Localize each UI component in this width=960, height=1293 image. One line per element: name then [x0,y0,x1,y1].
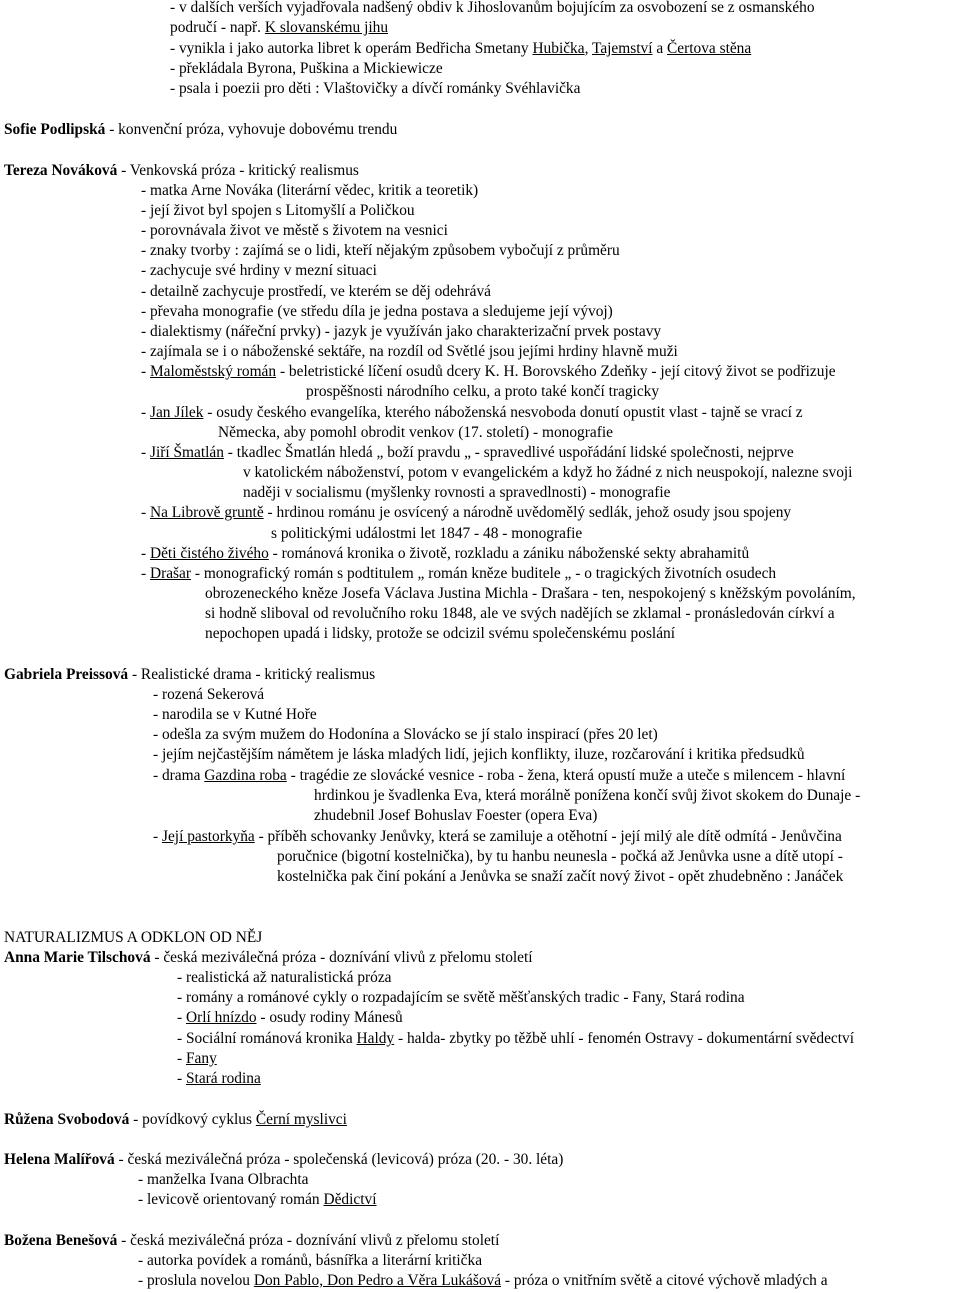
text-line: - autorka povídek a románů, básnířka a literární kritička [138,1252,483,1269]
text-line: - jejím nejčastějším námětem je láska mladých lidí, jejich konflikty, iluze, rozčarování i kritika předsudků [153,746,805,763]
text-line: - zachycuje své hrdiny v mezní situaci [141,262,377,279]
author-entry [4,1110,347,1130]
author-entry [4,120,397,140]
text-line [141,503,791,523]
author-name: Anna Marie Tilschová [4,949,151,966]
text-line: obrozeneckého kněze Josefa Václava Justina Michla - Drašara - ten, nespokojený s kněžským povoláním, [205,585,856,602]
text-line [141,403,803,423]
text-line: - psala i poezii pro děti : Vlaštovičky a dívčí románky Svéhlavička [170,80,581,97]
text-segment: - románová kronika o životě, rozkladu a zániku náboženské sekty abrahamitů [268,545,750,562]
text-line: si hodně sliboval od revolučního roku 1848, ale ve svých nadějích se zklamal - pronásledován církví a [205,605,835,622]
author-entry [4,161,359,181]
text-segment: - konvenční próza, vyhovuje dobovému trendu [105,121,398,138]
text-segment: - [141,545,150,562]
work-title-link[interactable]: Čertova stěna [667,40,752,57]
text-segment: - [177,1009,186,1026]
work-title-link[interactable]: Černí myslivci [255,1111,347,1128]
text-line: Německa, aby pomohl obrodit venkov (17. století) - monografie [218,424,613,441]
work-title-link[interactable]: Fany [185,1050,217,1067]
text-segment: - monografický román s podtitulem „ román kněze buditele „ - o tragických životních osudech [191,565,777,582]
author-name: Gabriela Preissová [4,666,129,683]
work-title-link[interactable]: Drašar [149,565,192,582]
author-name: Božena Benešová [4,1232,118,1249]
text-segment: - Sociální románová kronika [177,1030,357,1047]
section-heading: NATURALIZMUS A ODKLON OD NĚJ [4,929,263,946]
text-segment: - drama [153,767,205,784]
text-line: - narodila se v Kutné Hoře [153,706,317,723]
author-entry [4,948,533,968]
work-title-link[interactable]: Don Pablo, Don Pedro a Věra Lukášová [253,1272,502,1289]
text-line: - detailně zachycuje prostředí, ve kterém se děj odehrává [141,283,491,300]
text-line: - převaha monografie (ve středu díla je jedna postava a sledujeme její vývoj) [141,303,613,320]
text-segment: - [141,565,150,582]
text-line: - její život byl spojen s Litomyšlí a Poličkou [141,202,415,219]
text-line: naději v socialismu (myšlenky rovnosti a spravedlnosti) - monografie [243,484,671,501]
text-line: - porovnávala život ve městě s životem na vesnici [141,222,448,239]
text-segment: - Venkovská próza - kritický realismus [117,162,359,179]
text-line: poručnice (bigotní kostelnička), by tu hanbu neunesla - počká až Jenůvka usne a dítě utopí - [277,848,843,865]
text-segment: - tragédie ze slovácké vesnice - roba - žena, která opustí muže a uteče s milencem - hlavní [286,767,846,784]
work-title-link[interactable]: Gazdina roba [204,767,287,784]
text-line: hrdinkou je švadlenka Eva, která morálně ponížena končí svůj život skokem do Dunaje - [314,787,861,804]
text-line: v katolickém náboženství, potom v evangelickém a když ho žádné z nich neuspokojí, nalezne svoji [243,464,853,481]
text-line [141,544,749,564]
work-title-link[interactable]: Děti čistého živého [149,545,269,562]
text-segment: - proslula novelou [138,1272,254,1289]
text-segment: - Realistické drama - kritický realismus [128,666,376,683]
text-line [153,766,845,786]
author-name: Sofie Podlipská [4,121,106,138]
text-segment: - osudy českého evangelíka, kterého náboženská nesvoboda donutí opustit vlast - tajně se vrací z [203,404,803,421]
work-title-link[interactable]: K slovanskému jihu [264,19,389,36]
text-line [177,1049,217,1069]
text-line [138,1271,828,1291]
text-line [170,18,388,38]
text-segment: - příběh schovanky Jenůvky, která se zamiluje a otěhotní - její milý ale dítě odmítá - Jenůvčina [254,828,842,845]
work-title-link[interactable]: Haldy [356,1030,395,1047]
text-segment: - tkadlec Šmatlán hledá „ boží pravdu „ - spravedlivé uspořádání lidské společnosti, nejprve [223,444,794,461]
text-segment: - [141,504,150,521]
work-title-link[interactable]: Tajemství [592,40,653,57]
text-line: - dialektismy (nářeční prvky) - jazyk je využíván jako charakterizační prvek postavy [141,323,662,340]
text-line: - romány a románové cykly o rozpadajícím se světě měšťanských tradic - Fany, Stará rodina [177,989,745,1006]
text-line: - realistická až naturalistická próza [177,969,392,986]
text-segment: - [141,404,150,421]
text-line [170,39,751,59]
text-line: - odešla za svým mužem do Hodonína a Slovácko se jí stalo inspirací (přes 20 let) [153,726,658,743]
work-title-link[interactable]: Jan Jílek [149,404,204,421]
text-line: - manželka Ivana Olbrachta [138,1171,309,1188]
text-line: - matka Arne Nováka (literární vědec, kritik a teoretik) [141,182,479,199]
work-title-link[interactable]: Maloměstský román [149,363,277,380]
text-segment: - vynikla i jako autorka libret k operám Bedřicha Smetany [170,40,533,57]
text-segment: , [584,40,592,57]
text-segment: - česká meziválečná próza - doznívání vlivů z přelomu století [117,1232,500,1249]
text-line: - znaky tvorby : zajímá se o lidi, kteří nějakým způsobem vybočují z průměru [141,242,620,259]
text-line [141,443,794,463]
text-line [177,1029,854,1049]
text-segment: - hrdinou románu je osvícený a národně uvědomělý sedlák, jehož osudy jsou spojeny [263,504,792,521]
text-segment: - česká meziválečná próza - doznívání vlivů z přelomu století [150,949,533,966]
work-title-link[interactable]: Stará rodina [185,1070,261,1087]
text-segment: - [177,1070,186,1087]
text-segment: - halda- zbytky po těžbě uhlí - fenomén Ostravy - dokumentární svědectví [394,1030,855,1047]
author-name: Helena Malířová [4,1151,115,1168]
text-line: s politickými událostmi let 1847 - 48 - monografie [271,525,583,542]
text-segment: - beletristické líčení osudů dcery K. H. Borovského Zdeňky - její citový život se podřizuje [276,363,836,380]
text-line [177,1008,403,1028]
text-segment: - [153,828,162,845]
text-segment: - [141,444,150,461]
author-name: Tereza Nováková [4,162,118,179]
text-line [177,1069,261,1089]
text-line: - zajímala se i o náboženské sektáře, na rozdíl od Světlé jsou jejími hrdiny hlavně muži [141,343,678,360]
work-title-link[interactable]: Na Librově gruntě [149,504,264,521]
text-segment: - [141,363,150,380]
text-segment: - povídkový cyklus [129,1111,256,1128]
text-line: - rozená Sekerová [153,686,265,703]
text-segment: - levicově orientovaný román [138,1191,324,1208]
text-line: - v dalších verších vyjadřovala nadšený obdiv k Jihoslovanům bojujícím za osvobození se z osmanského [170,0,815,16]
text-segment: a [652,40,668,57]
work-title-link[interactable]: Dědictví [323,1191,377,1208]
author-entry [4,1231,499,1251]
work-title-link[interactable]: Její pastorkyňa [161,828,255,845]
work-title-link[interactable]: Orlí hnízdo [185,1009,257,1026]
text-segment: - česká meziválečná próza - společenská (levicová) próza (20. - 30. léta) [114,1151,564,1168]
work-title-link[interactable]: Jiří Šmatlán [149,444,224,461]
text-line: nepochopen upadá i lidsky, protože se odcizil svému společenskému poslání [205,625,676,642]
author-name: Růžena Svobodová [4,1111,130,1128]
text-line [141,564,776,584]
text-line [138,1190,376,1210]
text-segment: - osudy rodiny Mánesů [256,1009,403,1026]
text-line [153,827,842,847]
work-title-link[interactable]: Hubička [532,40,585,57]
text-segment: - [177,1050,186,1067]
text-segment: područí - např. [170,19,265,36]
author-entry [4,1150,563,1170]
text-line: - překládala Byrona, Puškina a Mickiewicze [170,60,443,77]
text-segment: - próza o vnitřním světě a citové výchově mladých a [501,1272,828,1289]
text-line: kostelnička pak činí pokání a Jenůvka se snaží začít nový život - opět zhudebněno : Janáček [277,868,844,885]
author-entry [4,665,375,685]
text-line [141,362,836,382]
text-line: zhudebnil Josef Bohuslav Foester (opera Eva) [314,807,598,824]
text-line: prospěšnosti národního celku, a proto také končí tragicky [306,383,660,400]
